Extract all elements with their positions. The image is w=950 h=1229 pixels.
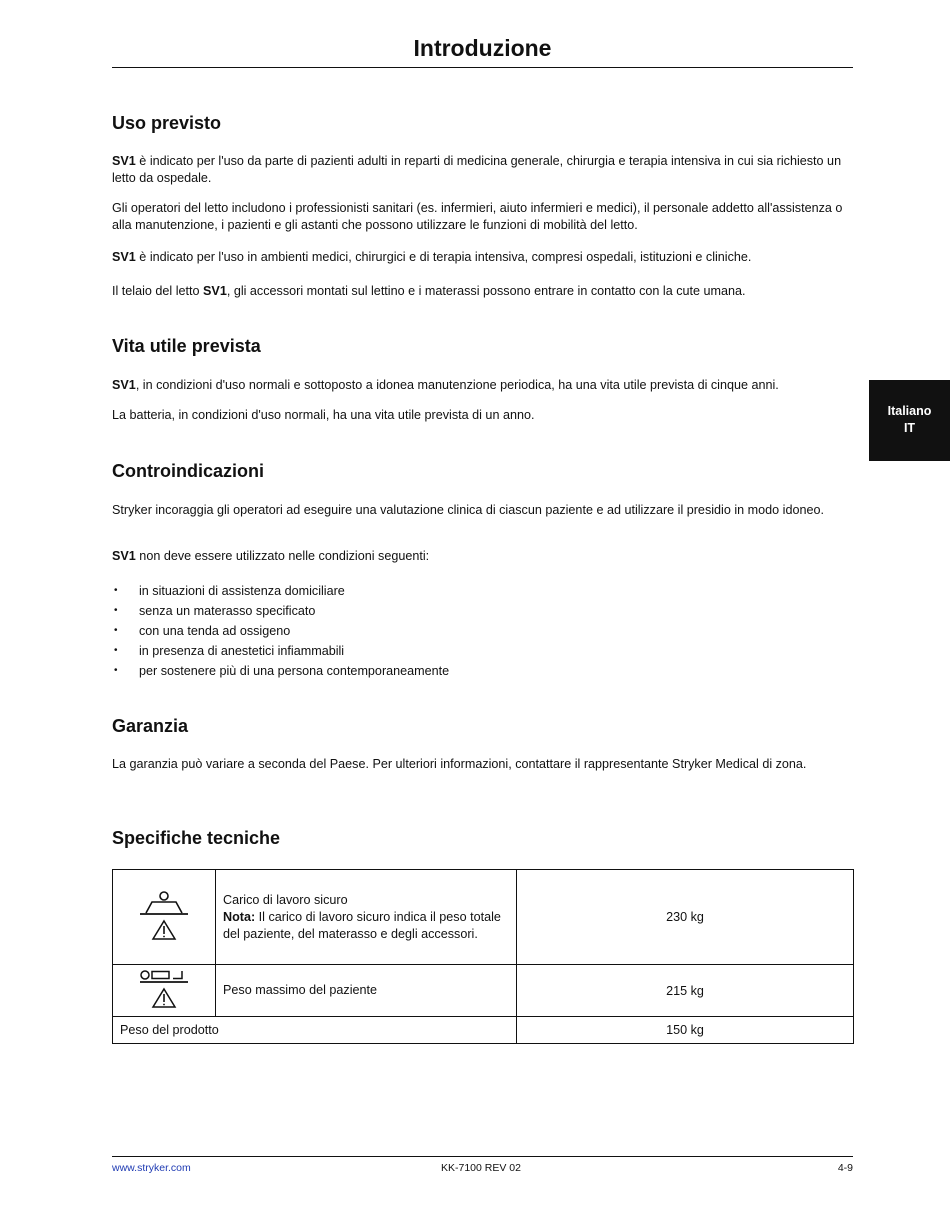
- footer-divider: [112, 1156, 853, 1157]
- table-cell-description: Peso del prodotto: [113, 1017, 517, 1044]
- vita-utile-paragraph-2: La batteria, in condizioni d'uso normali, ha una vita utile prevista di un anno.: [112, 408, 535, 422]
- uso-previsto-paragraph-3: [112, 249, 853, 266]
- table-cell-value: 150 kg: [517, 1017, 854, 1044]
- contraindications-list: [112, 581, 449, 681]
- vita-utile-paragraph-1: [112, 377, 853, 394]
- product-name: SV1: [112, 378, 136, 392]
- spec-note: [223, 909, 509, 943]
- controindicazioni-paragraph-2: [112, 548, 853, 565]
- list-item: [112, 601, 449, 621]
- bullet-icon: •: [114, 605, 118, 616]
- table-cell-value: 215 kg: [517, 965, 854, 1017]
- uso-previsto-paragraph-4: [112, 283, 853, 300]
- heading-vita-utile: Vita utile prevista: [112, 336, 261, 356]
- list-item: [112, 581, 449, 601]
- note-label: Nota:: [223, 909, 256, 924]
- list-item: [112, 661, 449, 681]
- table-row: [113, 870, 854, 965]
- max-patient-weight-icon: [134, 966, 194, 1012]
- list-item-text: senza un materasso specificato: [139, 604, 316, 618]
- product-name: SV1: [112, 154, 136, 168]
- table-cell-icon: [113, 965, 216, 1017]
- table-cell-value: 230 kg: [517, 870, 854, 965]
- page-title: Introduzione: [413, 35, 552, 61]
- safe-working-load-icon: [134, 888, 194, 944]
- paragraph-text: , gli accessori montati sul lettino e i materassi possono entrare in contatto con la cute umana.: [226, 284, 746, 298]
- product-name: SV1: [112, 549, 136, 563]
- table-row: [113, 965, 854, 1017]
- controindicazioni-paragraph-1: Stryker incoraggia gli operatori ad eseguire una valutazione clinica di ciascun paziente e ad utilizzare il presidio in modo idoneo.: [112, 503, 824, 517]
- language-tab-code: IT: [903, 421, 916, 435]
- product-name: SV1: [203, 284, 227, 298]
- garanzia-paragraph-1: La garanzia può variare a seconda del Paese. Per ulteriori informazioni, contattare il rappresentante Stryker Medical di zona.: [112, 757, 807, 771]
- list-item-text: in presenza di anestetici infiammabili: [139, 644, 345, 658]
- heading-controindicazioni: Controindicazioni: [112, 461, 264, 481]
- footer-page-number: 4-9: [837, 1162, 853, 1174]
- paragraph-text: non deve essere utilizzato nelle condizioni seguenti:: [135, 549, 430, 563]
- paragraph-text: Il telaio del letto: [112, 284, 204, 298]
- bullet-icon: •: [114, 625, 118, 636]
- paragraph-text: è indicato per l'uso in ambienti medici, chirurgici e di terapia intensiva, compresi ospedali, istituzioni e cliniche.: [135, 250, 752, 264]
- bullet-icon: •: [114, 645, 118, 656]
- paragraph-text: è indicato per l'uso da parte di pazienti adulti in reparti di medicina generale, chirurgia e terapia intensiva in cui sia richiesto un letto da ospedale.: [112, 154, 842, 185]
- specifications-table: [112, 869, 854, 1044]
- spec-label: Carico di lavoro sicuro: [223, 892, 348, 907]
- list-item-text: con una tenda ad ossigeno: [139, 624, 291, 638]
- list-item-text: per sostenere più di una persona contemporaneamente: [139, 664, 450, 678]
- footer-website-link[interactable]: www.stryker.com: [112, 1162, 191, 1174]
- product-name: SV1: [112, 250, 136, 264]
- heading-garanzia: Garanzia: [112, 716, 189, 736]
- bullet-icon: •: [114, 665, 118, 676]
- language-tab-name: Italiano: [887, 404, 932, 418]
- uso-previsto-paragraph-2: Gli operatori del letto includono i professionisti sanitari (es. infermieri, aiuto infermieri e medici), il personale addetto all'assistenza o alla manutenzione, i pazienti e gli astanti che possono utilizzare le funzioni di mobilità del letto.: [112, 201, 843, 232]
- table-cell-description: [216, 870, 517, 965]
- list-item: [112, 641, 449, 661]
- list-item-text: in situazioni di assistenza domiciliare: [139, 584, 345, 598]
- list-item: [112, 621, 449, 641]
- table-cell-icon: [113, 870, 216, 965]
- table-cell-description: Peso massimo del paziente: [216, 965, 517, 1017]
- footer-document-code: KK-7100 REV 02: [441, 1162, 521, 1174]
- language-tab: [869, 380, 950, 461]
- table-row: [113, 1017, 854, 1044]
- note-text: Il carico di lavoro sicuro indica il peso totale del paziente, del materasso e degli accessori.: [223, 909, 501, 941]
- uso-previsto-paragraph-1: [112, 153, 853, 187]
- paragraph-text: , in condizioni d'uso normali e sottoposto a idonea manutenzione periodica, ha una vita utile prevista di cinque anni.: [135, 378, 779, 392]
- bullet-icon: •: [114, 585, 118, 596]
- heading-specifiche-tecniche: Specifiche tecniche: [112, 828, 281, 848]
- title-divider: [112, 67, 853, 68]
- heading-uso-previsto: Uso previsto: [112, 113, 222, 133]
